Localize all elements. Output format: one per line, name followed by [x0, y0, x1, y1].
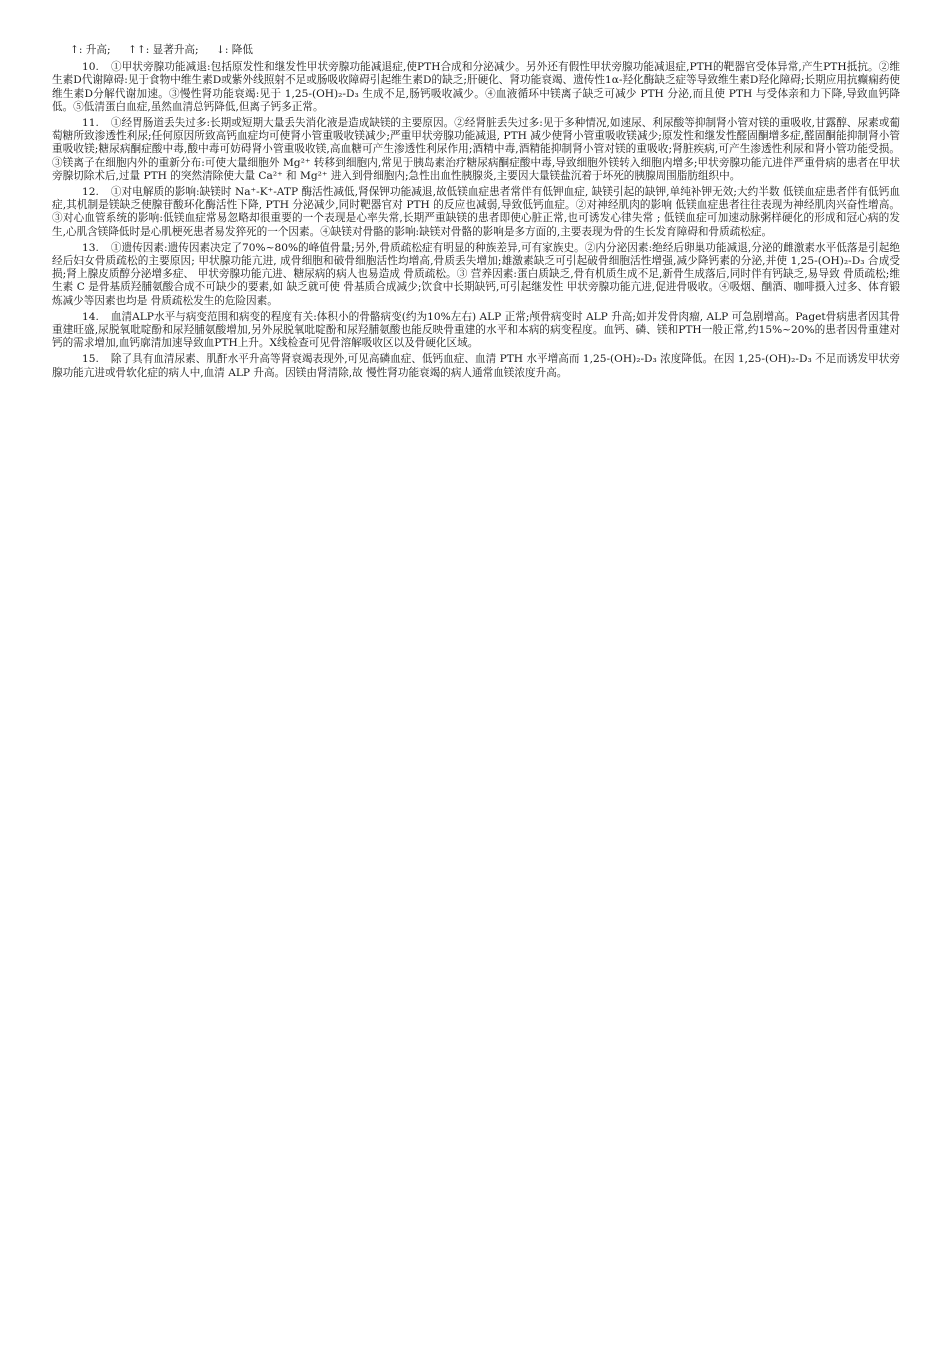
- legend-up: ↑: 升高;: [70, 44, 111, 56]
- answer-item-10: [52, 61, 900, 114]
- answer-item-13: [52, 242, 900, 308]
- answer-item-11: [52, 117, 900, 183]
- item-number: 15.: [82, 353, 99, 366]
- item-text: 除了具有血清尿素、肌酐水平升高等肾衰竭表现外,可见高磷血症、低钙血症、血清 PTH 水平增高而 1,25-(OH)₂-D₃ 浓度降低。在因 1,25-(OH)₂-D₃ 不足而诱发甲状旁腺功能亢进或骨软化症的病人中,血清 ALP 升高。因镁由肾清除,故 慢性肾功能衰竭的病人通常血镁浓度升高。: [52, 353, 900, 379]
- item-text: 血清ALP水平与病变范围和病变的程度有关:体积小的骨骼病变(约为10%左右) ALP 正常;颅骨病变时 ALP 升高;如并发骨肉瘤, ALP 可急剧增高。Paget骨病患者因其骨重建旺盛,尿脱氧吡啶酚和尿羟脯氨酸增加,另外尿脱氧吡啶酚和尿羟脯氨酸也能反映骨重建的水平和本病的病变程度。血钙、磷、镁和PTH一般正常,约15%~20%的患者因骨重建对钙的需求增加,血钙廓清加速导致血PTH上升。X线检查可见骨溶解吸收区以及骨硬化区域。: [52, 310, 900, 350]
- item-number: 11.: [82, 117, 99, 130]
- answer-item-15: [52, 353, 900, 379]
- document-page: [52, 44, 900, 383]
- answer-item-14: [52, 311, 900, 351]
- legend-down: ↓: 降低: [215, 44, 253, 56]
- item-text: ①对电解质的影响:缺镁时 Na⁺-K⁺-ATP 酶活性减低,肾保钾功能减退,故低镁血症患者常伴有低钾血症, 缺镁引起的缺钾,单纯补钾无效;大约半数 低镁血症患者伴有低钙血症,其机制是镁缺乏使腺苷酸环化酶活性下降, PTH 分泌减少,同时靶器官对 PTH 的反应也减弱,导致低钙血症。②对神经肌肉的影响 低镁血症患者往往表现为神经肌肉兴奋性增高。③对心血管系统的影响:低镁血症常易忽略却很重要的一个表现是心率失常,长期严重缺镁的患者即使心脏正常,也可诱发心律失常 ; 低镁血症可加速动脉粥样硬化的形成和冠心病的发生,心肌含镁降低时是心肌梗死患者易发猝死的一个因素。④缺镁对骨骼的影响:缺镁对骨骼的影响是多方面的,主要表现为骨的生长发育障碍和骨质疏松症。: [52, 186, 900, 238]
- answer-item-12: [52, 186, 900, 239]
- item-text: ①经胃肠道丢失过多:长期或短期大量丢失消化液是造成缺镁的主要原因。②经肾脏丢失过多:见于多种情况,如速尿、利尿酸等抑制肾小管对镁的重吸收,甘露醇、尿素或葡萄糖所致渗透性利尿;任何原因所致高钙血症均可使肾小管重吸收镁减少;严重甲状旁腺功能减退, PTH 减少使肾小管重吸收镁减少;原发性和继发性醛固酮增多症,醛固酮能抑制肾小管重吸收镁;糖尿病酮症酸中毒,酸中毒可妨碍肾小管重吸收镁,高血糖可产生渗透性利尿作用;酒精中毒,酒精能抑制肾小管对镁的重吸收;肾脏疾病,可产生渗透性利尿和肾小管功能受损。③镁离子在细胞内外的重新分布:可使大量细胞外 Mg²⁺ 转移到细胞内,常见于胰岛素治疗糖尿病酮症酸中毒,导致细胞外镁转入细胞内增多;甲状旁腺功能亢进伴严重骨病的患者在甲状旁腺切除术后,过量 PTH 的突然清除使大量 Ca²⁺ 和 Mg²⁺ 进入到骨细胞内;急性出血性胰腺炎,主要因大量镁盐沉着于坏死的胰腺周围脂肪组织中。: [52, 117, 900, 182]
- item-number: 10.: [82, 61, 99, 74]
- item-number: 12.: [82, 186, 99, 199]
- item-text: ①遗传因素:遗传因素决定了70%~80%的峰值骨量;另外,骨质疏松症有明显的种族差异,可有家族史。②内分泌因素:绝经后卵巢功能减退,分泌的雌激素水平低落是引起绝经后妇女骨质疏松的主要原因; 甲状腺功能亢进, 成骨细胞和破骨细胞活性均增高,骨质丢失增加;雄激素缺乏可引起破骨细胞活性增强,减少降钙素的分泌,并使 1,25-(OH)₂-D₃ 合成受损;肾上腺皮质醇分泌增多症、 甲状旁腺功能亢进、糖尿病的病人也易造成 骨质疏松。③ 营养因素:蛋白质缺乏,骨有机质生成不足,新骨生成落后,同时伴有钙缺乏,易导致 骨质疏松;维生素 C 是骨基质羟脯氨酸合成不可缺少的要素,如 缺乏就可使 骨基质合成减少;饮食中长期缺钙,可引起继发性 甲状旁腺功能亢进,促进骨吸收。④吸烟、酗酒、咖啡摄入过多、体育锻炼减少等因素也均是 骨质疏松发生的危险因素。: [52, 241, 900, 307]
- legend-significant-up: ↑↑: 显著升高;: [127, 44, 199, 56]
- item-number: 13.: [82, 241, 99, 254]
- symbol-legend: [70, 44, 900, 57]
- item-text: ①甲状旁腺功能减退:包括原发性和继发性甲状旁腺功能减退症,使PTH合成和分泌减少。另外还有假性甲状旁腺功能减退症,PTH的靶器官受体异常,产生PTH抵抗。②维生素D代谢障碍:见于食物中维生素D或紫外线照射不足或肠吸收障碍引起维生素D的缺乏;肝硬化、肾功能衰竭、遗传性1α-羟化酶缺乏症等导致维生素D羟化障碍;长期应用抗癫痫药使维生素D分解代谢加速。③慢性肾功能衰竭:见于 1,25-(OH)₂-D₃ 生成不足,肠钙吸收减少。④血液循环中镁离子缺乏可减少 PTH 分泌,而且使 PTH 与受体亲和力下降,导致血钙降低。⑤低清蛋白血症,虽然血清总钙降低,但离子钙多正常。: [52, 61, 900, 113]
- item-number: 14.: [82, 310, 99, 323]
